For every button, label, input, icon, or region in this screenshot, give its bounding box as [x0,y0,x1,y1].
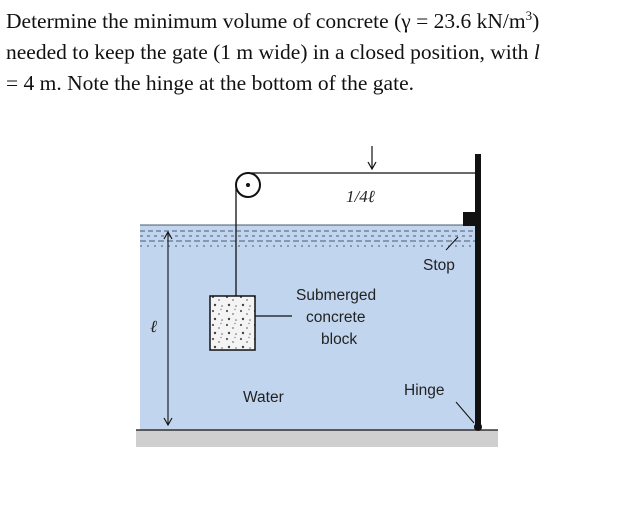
problem-text-1b: = 23.6 kN/m [410,9,526,33]
concrete-block [210,296,255,350]
submerged-label-2: concrete [306,309,366,326]
stop [463,212,475,226]
quarter-length-arrow [368,146,376,169]
stop-label: Stop [423,257,455,274]
ell-variable: l [533,40,540,64]
ground [136,430,498,447]
water-region [140,225,478,430]
cubic-exponent: 3 [525,7,533,23]
hinge [474,423,482,431]
submerged-label-1: Submerged [296,287,377,304]
quarter-length-label: 1/4ℓ [346,187,375,206]
submerged-label-3: block [321,331,358,348]
gate [475,154,481,430]
gamma-symbol: γ [401,9,411,33]
depth-label: ℓ [150,317,158,336]
problem-text-1a: Determine the minimum volume of concrete ( [6,9,402,33]
hinge-label: Hinge [404,382,445,399]
problem-text-3: = 4 m. Note the hinge at the bottom of the gate. [6,71,414,95]
problem-text-1c: ) [532,9,540,33]
water-label: Water [243,389,284,406]
problem-text-2a: needed to keep the gate (1 m wide) in a closed position, with [6,40,534,64]
